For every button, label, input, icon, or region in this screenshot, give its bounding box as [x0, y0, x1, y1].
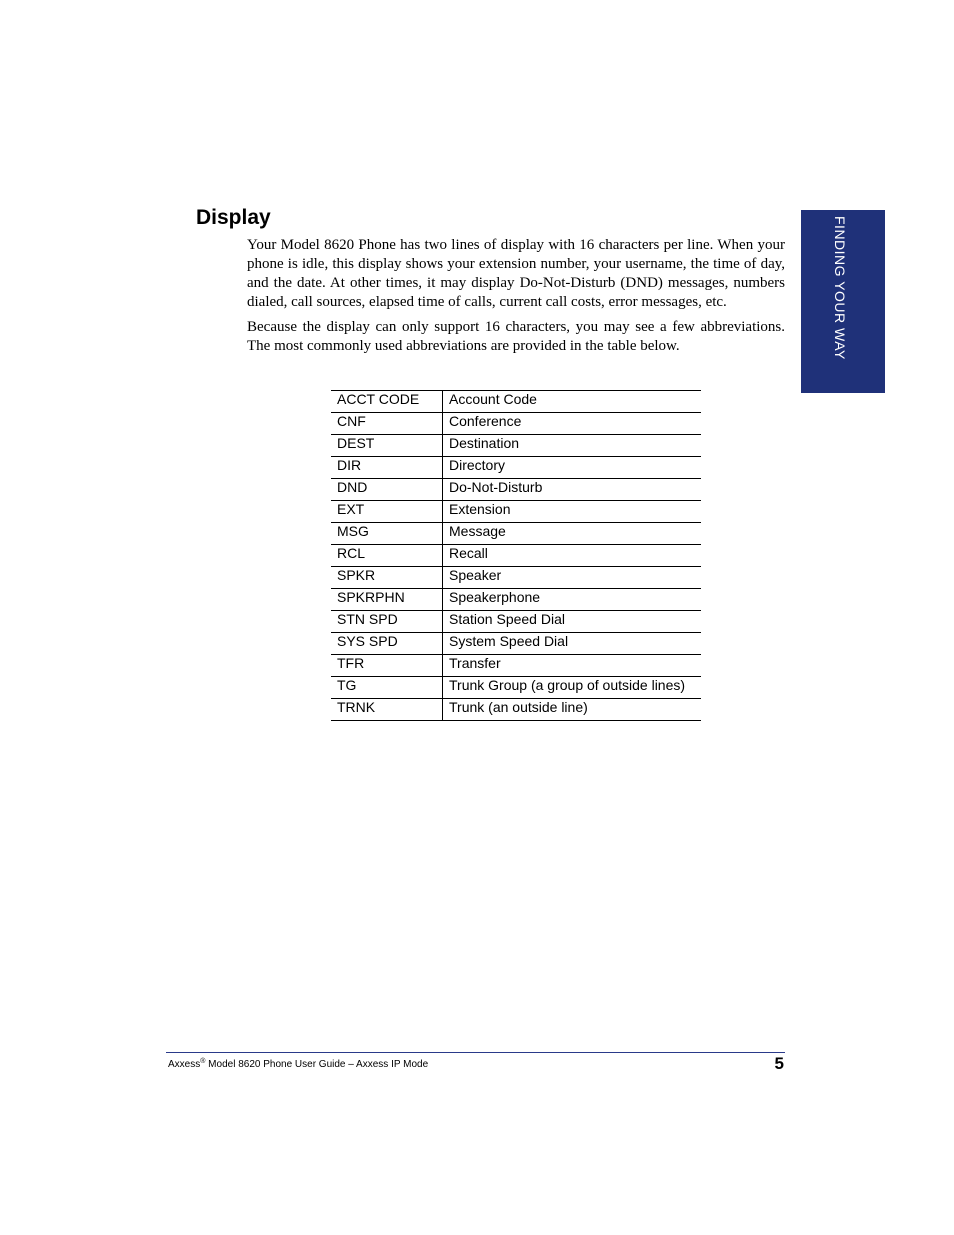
abbreviation-meaning: Directory	[443, 457, 702, 479]
table-row	[331, 611, 701, 633]
abbreviation-meaning: Extension	[443, 501, 702, 523]
abbreviation-code: MSG	[331, 523, 443, 545]
abbreviation-code: SYS SPD	[331, 633, 443, 655]
abbreviation-meaning: Transfer	[443, 655, 702, 677]
table-row	[331, 699, 701, 721]
table-row	[331, 567, 701, 589]
abbreviation-code: CNF	[331, 413, 443, 435]
registered-mark: ®	[200, 1058, 206, 1065]
abbreviation-code: TFR	[331, 655, 443, 677]
abbreviation-code: TG	[331, 677, 443, 699]
abbreviation-meaning: Speaker	[443, 567, 702, 589]
abbreviation-meaning: Trunk (an outside line)	[443, 699, 702, 721]
abbreviation-code: DIR	[331, 457, 443, 479]
table-row	[331, 435, 701, 457]
table-row	[331, 589, 701, 611]
abbreviation-code: SPKR	[331, 567, 443, 589]
abbreviation-meaning: System Speed Dial	[443, 633, 702, 655]
body-text	[247, 236, 785, 362]
table-row	[331, 457, 701, 479]
abbreviation-meaning: Recall	[443, 545, 702, 567]
abbreviations-table	[331, 390, 701, 721]
table-row	[331, 501, 701, 523]
table-row	[331, 391, 701, 413]
page-number: 5	[774, 1054, 784, 1073]
paragraph-abbreviations-intro: Because the display can only support 16 characters, you may see a few abbreviations. The most commonly used abbreviations are provided in the table below.	[247, 319, 785, 354]
abbreviation-code: RCL	[331, 545, 443, 567]
abbreviation-meaning: Conference	[443, 413, 702, 435]
abbreviation-code: DND	[331, 479, 443, 501]
abbreviation-meaning: Do-Not-Disturb	[443, 479, 702, 501]
abbreviation-meaning: Account Code	[443, 391, 702, 413]
abbreviation-code: ACCT CODE	[331, 391, 443, 413]
abbreviation-code: DEST	[331, 435, 443, 457]
abbreviation-meaning: Message	[443, 523, 702, 545]
abbreviation-code: SPKRPHN	[331, 589, 443, 611]
abbreviation-meaning: Trunk Group (a group of outside lines)	[443, 677, 702, 699]
footer-title: Model 8620 Phone User Guide – Axxess IP Mode	[205, 1059, 429, 1070]
section-title: Display	[196, 206, 271, 229]
abbreviation-code: EXT	[331, 501, 443, 523]
table-row	[331, 655, 701, 677]
paragraph-display-intro: Your Model 8620 Phone has two lines of display with 16 characters per line. When your phone is idle, this display shows your extension number, your username, the time of day, and the date. At other times, it may display Do-Not-Disturb (DND) messages, numbers dialed, call sources, elapsed time of calls, current call costs, error messages, etc.	[247, 237, 785, 310]
footer-brand: Axxess	[168, 1059, 201, 1070]
chapter-side-tab-label: FINDING YOUR WAY	[832, 216, 848, 360]
table-row	[331, 523, 701, 545]
abbreviation-code: TRNK	[331, 699, 443, 721]
abbreviation-meaning: Destination	[443, 435, 702, 457]
table-row	[331, 413, 701, 435]
abbreviation-code: STN SPD	[331, 611, 443, 633]
table-row	[331, 545, 701, 567]
footer-divider	[166, 1052, 785, 1053]
table-row	[331, 633, 701, 655]
abbreviation-meaning: Speakerphone	[443, 589, 702, 611]
abbreviation-meaning: Station Speed Dial	[443, 611, 702, 633]
table-row	[331, 677, 701, 699]
table-row	[331, 479, 701, 501]
footer-document-title	[168, 1055, 428, 1072]
